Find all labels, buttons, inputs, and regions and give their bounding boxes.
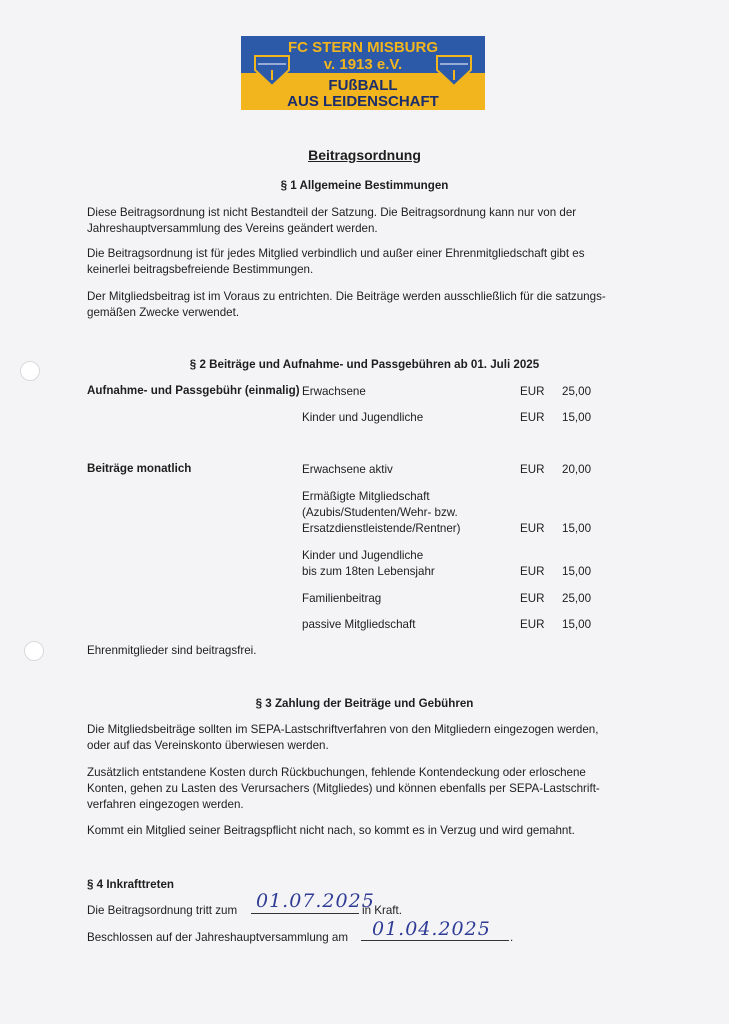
section-2-heading: § 2 Beiträge und Aufnahme- und Passgebühren ab 01. Juli 2025: [189, 358, 540, 371]
monthly-label: Beiträge monatlich: [87, 462, 192, 475]
monthly-row: [302, 617, 602, 633]
section-1-heading: § 1 Allgemeine Bestimmungen: [280, 179, 449, 192]
monthly-amount: 15,00: [562, 565, 592, 578]
s1-p3-line2: gemäßen Zwecke verwendet.: [87, 306, 240, 319]
s3-p2-line2: Konten, gehen zu Lasten des Verursachers (Mitgliedes) und können ebenfalls per SEPA-Lastschrift-: [87, 782, 600, 795]
monthly-desc-line2: (Azubis/Studenten/Wehr- bzw.: [302, 506, 458, 519]
date-line-effective: [251, 913, 359, 914]
handwritten-date-effective: 01.07.2025: [256, 890, 375, 912]
fee-currency: EUR: [520, 385, 545, 398]
monthly-desc: passive Mitgliedschaft: [302, 618, 416, 631]
date-line-decided: [361, 940, 509, 941]
s4-line1-before: Die Beitragsordnung tritt zum: [87, 904, 238, 917]
s3-p2-line1: Zusätzlich entstandene Kosten durch Rückbuchungen, fehlende Kontendeckung oder erloschene: [87, 766, 586, 779]
honorary-note: Ehrenmitglieder sind beitragsfrei.: [87, 644, 257, 657]
fee-currency: EUR: [520, 411, 545, 424]
s3-p1-line1: Die Mitgliedsbeiträge sollten im SEPA-Lastschriftverfahren von den Mitgliedern eingezogen werden,: [87, 723, 599, 736]
monthly-row: [302, 591, 602, 607]
s1-p3-line1: Der Mitgliedsbeitrag ist im Voraus zu entrichten. Die Beiträge werden ausschließlich für die satzungs-: [87, 290, 606, 303]
monthly-desc-line1: Ermäßigte Mitgliedschaft: [302, 490, 430, 503]
document-title: Beitragsordnung: [308, 147, 421, 163]
logo-line-1: FC STERN MISBURG: [288, 39, 438, 56]
punch-hole-bottom: [24, 641, 44, 661]
monthly-desc-line3: Ersatzdienstleistende/Rentner): [302, 522, 461, 535]
monthly-amount: 15,00: [562, 618, 592, 631]
monthly-currency: EUR: [520, 522, 545, 535]
monthly-desc: Familienbeitrag: [302, 592, 382, 605]
fee-row: [302, 410, 602, 426]
s4-line1-after: in Kraft.: [362, 904, 402, 917]
monthly-amount: 20,00: [562, 463, 592, 476]
s4-line2-before: Beschlossen auf der Jahreshauptversammlung am: [87, 931, 348, 944]
monthly-desc-line1: Kinder und Jugendliche: [302, 549, 424, 562]
fee-desc: Kinder und Jugendliche: [302, 411, 424, 424]
s3-p2-line3: verfahren eingezogen werden.: [87, 798, 244, 811]
fee-amount: 15,00: [562, 411, 592, 424]
section-4-heading: § 4 Inkrafttreten: [87, 878, 174, 891]
fee-amount: 25,00: [562, 385, 592, 398]
monthly-amount: 15,00: [562, 522, 592, 535]
monthly-desc: Erwachsene aktiv: [302, 463, 393, 476]
logo-line-3: FUßBALL: [328, 77, 398, 94]
s1-p1-line2: Jahreshauptversammlung des Vereins geändert werden.: [87, 222, 378, 235]
s3-p1-line2: oder auf das Vereinskonto überwiesen werden.: [87, 739, 329, 752]
logo-line-4: AUS LEIDENSCHAFT: [287, 93, 439, 110]
s1-p2-line1: Die Beitragsordnung ist für jedes Mitglied verbindlich und außer einer Ehrenmitgliedschaft gibt es: [87, 247, 585, 260]
logo-line-2: v. 1913 e.V.: [323, 56, 403, 73]
section-3-heading: § 3 Zahlung der Beiträge und Gebühren: [255, 697, 474, 710]
fee-row: [302, 384, 602, 400]
monthly-currency: EUR: [520, 592, 545, 605]
monthly-currency: EUR: [520, 618, 545, 631]
club-logo: [241, 36, 485, 110]
fee-label: Aufnahme- und Passgebühr (einmalig): [87, 384, 300, 397]
monthly-currency: EUR: [520, 463, 545, 476]
monthly-currency: EUR: [520, 565, 545, 578]
handwritten-date-decided: 01.04.2025: [372, 918, 491, 940]
fee-desc: Erwachsene: [302, 385, 366, 398]
monthly-row: [302, 462, 602, 478]
s4-line2-after: .: [510, 931, 514, 944]
monthly-row: [302, 489, 602, 537]
monthly-amount: 25,00: [562, 592, 592, 605]
s1-p1-line1: Diese Beitragsordnung ist nicht Bestandteil der Satzung. Die Beitragsordnung kann nur von der: [87, 206, 577, 219]
monthly-row: [302, 548, 602, 580]
s1-p2-line2: keinerlei beitragsbefreiende Bestimmungen.: [87, 263, 314, 276]
s3-p3: Kommt ein Mitglied seiner Beitragspflicht nicht nach, so kommt es in Verzug und wird gemahnt.: [87, 824, 575, 837]
monthly-desc-line2: bis zum 18ten Lebensjahr: [302, 565, 435, 578]
